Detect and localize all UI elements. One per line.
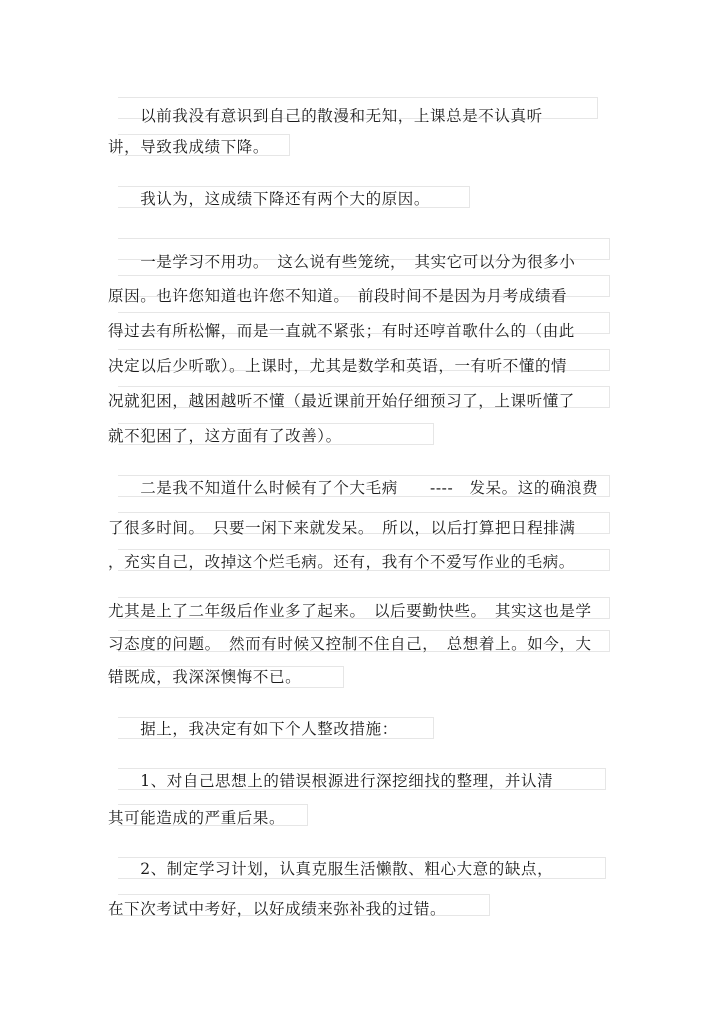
text-line: 二是我不知道什么时候有了个大毛病 ---- 发呆。这的确浪费 <box>108 479 599 497</box>
text-line: 我认为，这成绩下降还有两个大的原因。 <box>108 190 431 208</box>
text-line: 尤其是上了二年级后作业多了起来。 以后要勤快些。 其实这也是学 <box>108 602 592 620</box>
text-line: 以前我没有意识到自己的散漫和无知，上课总是不认真听 <box>108 107 543 125</box>
text-line: 况就犯困，越困越听不懂（最近课前开始仔细预习了，上课听懂了 <box>108 392 575 410</box>
text-line: 在下次考试中考好，以好成绩来弥补我的过错。 <box>108 900 447 918</box>
text-line: 错既成，我深深懊悔不已。 <box>108 668 302 686</box>
text-line: 得过去有所松懈，而是一直就不紧张；有时还哼首歌什么的（由此 <box>108 322 575 340</box>
text-line: 2、制定学习计划，认真克服生活懒散、粗心大意的缺点， <box>108 860 554 878</box>
text-line: ，充实自己，改掉这个烂毛病。还有，我有个不爱写作业的毛病。 <box>108 553 575 571</box>
text-line: 决定以后少听歌）。上课时，尤其是数学和英语，一有听不懂的情 <box>108 357 568 375</box>
text-line: 了很多时间。 只要一闲下来就发呆。 所以，以后打算把日程排满 <box>108 519 576 537</box>
text-line: 一是学习不用功。 这么说有些笼统， 其实它可以分为很多小 <box>108 253 576 271</box>
text-line: 习态度的问题。 然而有时候又控制不住自己， 总想着上。如今，大 <box>108 635 592 653</box>
text-line: 讲，导致我成绩下降。 <box>108 138 270 156</box>
text-line: 原因。也许您知道也许您不知道。 前段时间不是因为月考成绩看 <box>108 287 568 305</box>
text-line: 1、对自己思想上的错误根源进行深挖细找的整理，并认清 <box>108 772 554 790</box>
text-line: 其可能造成的严重后果。 <box>108 809 286 827</box>
text-line: 据上，我决定有如下个人整改措施： <box>108 720 398 738</box>
text-line: 就不犯困了，这方面有了改善）。 <box>108 427 342 445</box>
